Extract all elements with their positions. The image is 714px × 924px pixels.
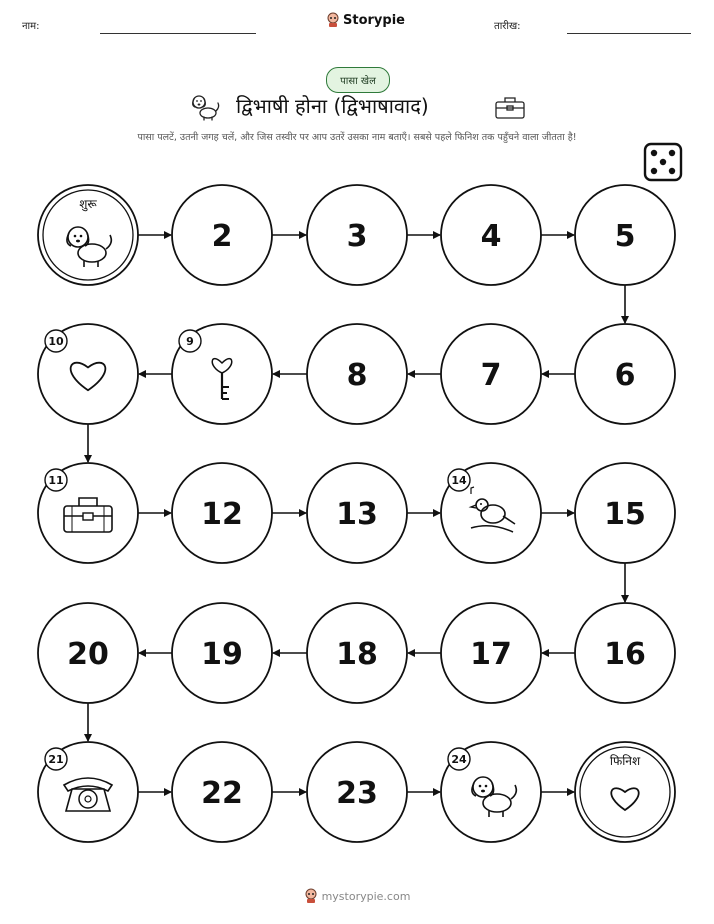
- board-cell: [38, 463, 138, 563]
- board-cell: [38, 742, 138, 842]
- cell-number: 15: [604, 497, 646, 532]
- game-type-badge: पासा खेल: [326, 67, 390, 93]
- board-cell: [575, 185, 675, 285]
- cell-number: 4: [480, 219, 502, 254]
- cell-number: 14: [451, 474, 467, 487]
- cell-number: 10: [48, 335, 64, 348]
- cell-number: 20: [67, 637, 109, 672]
- board-cell: [307, 463, 407, 563]
- board-cell: [172, 324, 272, 424]
- cell-number: 23: [336, 776, 378, 811]
- board-cell: [575, 324, 675, 424]
- cell-number: 24: [451, 753, 467, 766]
- board-cell: [441, 185, 541, 285]
- cell-number: 22: [201, 776, 243, 811]
- cell-number: 16: [604, 637, 646, 672]
- board-cell: [172, 603, 272, 703]
- cell-number: 21: [48, 753, 64, 766]
- board-cell: [38, 603, 138, 703]
- board-cell: [441, 742, 541, 842]
- name-label: नाम:: [22, 21, 40, 32]
- board-cell: [307, 742, 407, 842]
- date-label: तारीख:: [494, 21, 521, 32]
- cell-number: 19: [201, 637, 243, 672]
- finish-label: फिनिश: [609, 754, 641, 768]
- cell-number: 3: [346, 219, 368, 254]
- cell-number: 6: [614, 358, 636, 393]
- footer-url[interactable]: mystorypie.com: [321, 889, 411, 903]
- cell-number: 5: [614, 219, 636, 254]
- board-cell: [307, 603, 407, 703]
- cell-number: 7: [480, 358, 502, 393]
- cell-number: 11: [48, 474, 64, 487]
- board-cell: [441, 603, 541, 703]
- cell-number: 2: [211, 219, 233, 254]
- cell-number: 9: [186, 335, 194, 348]
- cell-number: 12: [201, 497, 243, 532]
- start-label: शुरू: [79, 197, 97, 211]
- instructions-text: पासा पलटें, उतनी जगह चलें, और जिस तस्वीर पर आप उतरें उसका नाम बताएँ। सबसे पहले फिनिश तक पहुँचने वाला जीतता है!: [137, 132, 577, 143]
- cell-number: 17: [470, 637, 512, 672]
- board-cell: [172, 463, 272, 563]
- board-cell: [172, 742, 272, 842]
- cell-number: 13: [336, 497, 378, 532]
- board-cell: [441, 324, 541, 424]
- storypie-mascot-icon: [304, 888, 318, 904]
- board-cell: [575, 463, 675, 563]
- footer: [0, 888, 714, 904]
- board-cell: [172, 185, 272, 285]
- page-title: द्विभाषी होना (द्विभाषावाद): [236, 94, 429, 118]
- start-cell: [38, 185, 138, 285]
- finish-cell: [575, 742, 675, 842]
- board-cell: [307, 185, 407, 285]
- cell-number: 8: [346, 358, 368, 393]
- board-cell: [575, 603, 675, 703]
- board-cell: [38, 324, 138, 424]
- brand-name: Storypie: [343, 12, 405, 28]
- cell-number: 18: [336, 637, 378, 672]
- board-cell: [307, 324, 407, 424]
- board-cell: [441, 463, 541, 563]
